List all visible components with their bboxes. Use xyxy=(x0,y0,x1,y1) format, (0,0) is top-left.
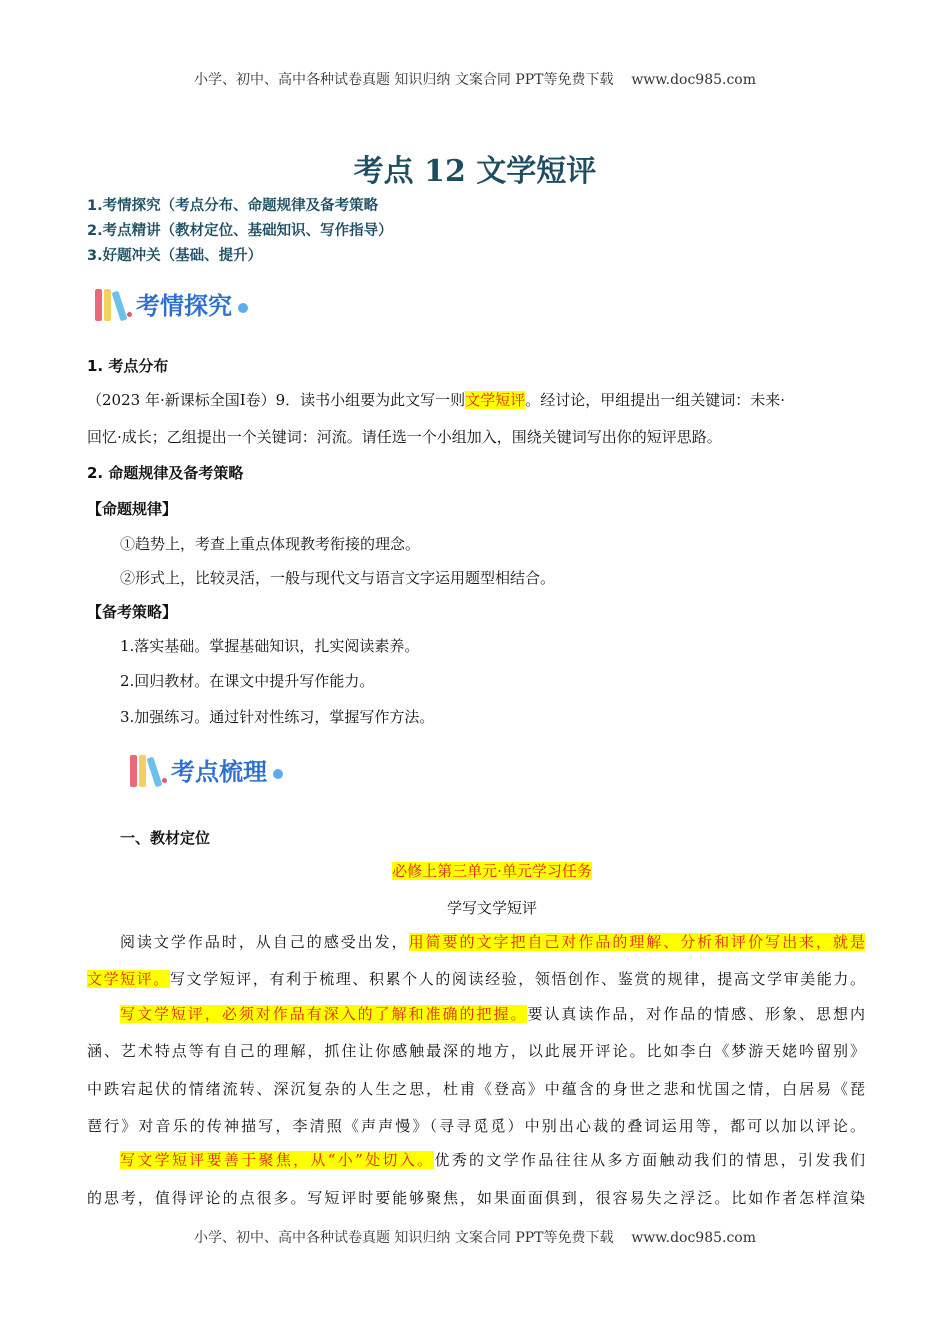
paragraph-line: 写文学短评要善于聚焦，从“小”处切入。优秀的文学作品往往从多方面触动我们的情思，引发我们 xyxy=(120,1151,865,1169)
paragraph-line: （2023 年·新课标全国Ⅰ卷）9．读书小组要为此文写一则文学短评。经讨论，甲组提出一组关键词：未来· xyxy=(87,391,785,409)
footer-text: 小学、初中、高中各种试卷真题 知识归纳 文案合同 PPT等免费下载 xyxy=(193,1230,614,1246)
highlight: 文学短评。 xyxy=(87,970,170,988)
paragraph-line: 阅读文学作品时，从自己的感受出发，用简要的文字把自己对作品的理解、分析和评价写出来，就是 xyxy=(120,933,865,951)
highlight: 用简要的文字把自己对作品的理解、分析和评价写出来，就是 xyxy=(408,933,865,951)
section-heading: 一、教材定位 xyxy=(120,829,211,847)
highlight: 文学短评 xyxy=(465,391,526,409)
strategy-item: 2.回归教材。在课文中提升写作能力。 xyxy=(120,672,375,690)
strategy-item: 3.加强练习。通过针对性练习，掌握写作方法。 xyxy=(120,708,435,726)
paragraph-line: 回忆·成长；乙组提出一个关键词：河流。请任选一个小组加入，围绕关键词写出你的短评思路。 xyxy=(87,428,722,446)
page-header xyxy=(0,69,950,89)
page-footer xyxy=(0,1227,950,1247)
footer-site: www.doc985.com xyxy=(631,1230,757,1246)
section-heading: 1. 考点分布 xyxy=(87,357,169,375)
subsection-label: 【备考策略】 xyxy=(87,603,178,621)
section-heading: 2. 命题规律及备考策略 xyxy=(87,464,244,482)
strategy-item: 1.落实基础。掌握基础知识，扎实阅读素养。 xyxy=(120,637,420,655)
paragraph-line: 的思考，值得评论的点很多。写短评时要能够聚焦，如果面面俱到，很容易失之浮泛。比如作者怎样渲染 xyxy=(87,1189,865,1207)
highlight: 必修上第三单元·单元学习任务 xyxy=(392,862,592,880)
paragraph-line: 涵、艺术特点等有自己的理解，抓住让你感触最深的地方，以此展开评论。比如李白《梦游天姥吟留别》 xyxy=(87,1042,865,1060)
banner-title: 考点梳理 xyxy=(171,758,267,786)
banner-title: 考情探究 xyxy=(136,292,232,320)
paragraph-line: 文学短评。写文学短评，有利于梳理、积累个人的阅读经验，领悟创作、鉴赏的规律，提高文学审美能力。 xyxy=(87,970,865,988)
highlight: 写文学短评要善于聚焦，从“小”处切入。 xyxy=(120,1151,435,1169)
unit-label xyxy=(0,860,950,881)
paragraph-line: 写文学短评，必须对作品有深入的了解和准确的把握。要认真读作品，对作品的情感、形象、思想内 xyxy=(120,1005,865,1023)
paragraph-line: 琶行》对音乐的传神描写，李清照《声声慢》（寻寻觅觅）中别出心裁的叠词运用等，都可以加以评论。 xyxy=(87,1117,865,1135)
books-icon xyxy=(130,753,158,787)
paragraph-line: 中跌宕起伏的情绪流转、深沉复杂的人生之思，杜甫《登高》中蕴含的身世之悲和忧国之情，白居易《琵 xyxy=(87,1080,865,1098)
toc-item: 1.考情探究（考点分布、命题规律及备考策略 xyxy=(87,198,379,214)
rule-item: ①趋势上，考查上重点体现教考衔接的理念。 xyxy=(120,535,421,553)
subtitle: 学写文学短评 xyxy=(446,899,537,917)
header-site: www.doc985.com xyxy=(631,72,757,88)
highlight: 写文学短评，必须对作品有深入的了解和准确的把握。 xyxy=(120,1005,528,1023)
page-title: 考点 12 文学短评 xyxy=(353,154,597,189)
header-text: 小学、初中、高中各种试卷真题 知识归纳 文案合同 PPT等免费下载 xyxy=(193,72,614,88)
toc-item: 2.考点精讲（教材定位、基础知识、写作指导） xyxy=(87,223,393,239)
section-banner xyxy=(95,286,248,321)
section-banner xyxy=(130,752,283,787)
toc-item: 3.好题冲关（基础、提升） xyxy=(87,248,263,264)
books-icon xyxy=(95,287,123,321)
subsection-label: 【命题规律】 xyxy=(87,500,178,518)
rule-item: ②形式上，比较灵活，一般与现代文与语言文字运用题型相结合。 xyxy=(120,569,556,587)
